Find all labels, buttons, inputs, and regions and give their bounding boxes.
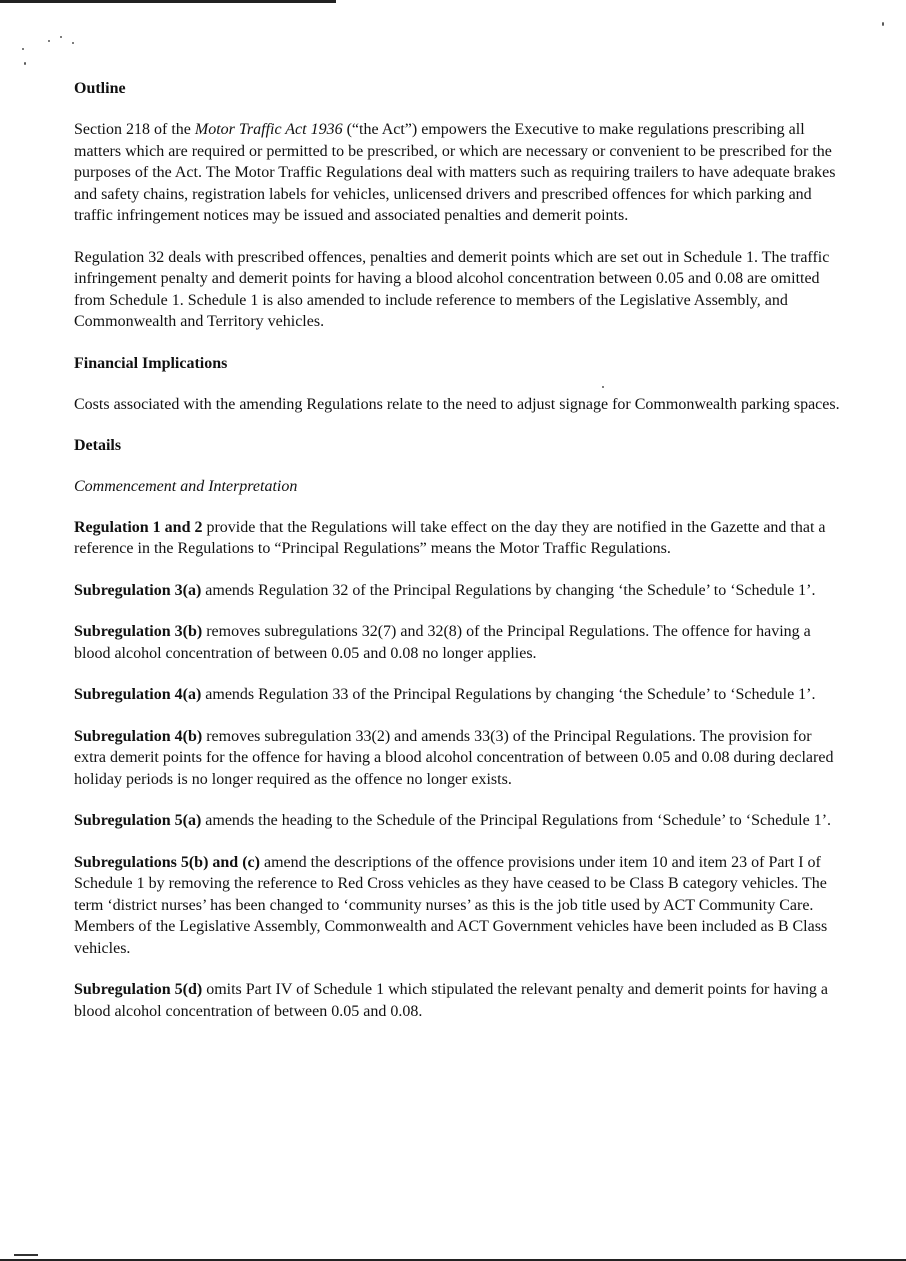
outline-heading: Outline: [74, 80, 126, 97]
detail-item: [74, 517, 846, 560]
outline-paragraph-2: Regulation 32 deals with prescribed offences, penalties and demerit points which are set out in Schedule 1. The traffic infringement penalty and demerit points for having a blood alcohol concentration between 0.05 and 0.08 are omitted from Schedule 1. Schedule 1 is also amended to include reference to members of the Legislative Assembly, and Commonwealth and Territory vehicles.: [74, 248, 830, 330]
detail-item-label: Subregulation 3(a): [74, 581, 202, 599]
act-title: Motor Traffic Act 1936: [194, 121, 343, 138]
document-page: [74, 78, 846, 1042]
scan-speck: [72, 42, 74, 44]
detail-item-text: removes subregulations 32(7) and 32(8) of the Principal Regulations. The offence for having a blood alcohol concentration of between 0.05 and 0.08 no longer applies.: [74, 623, 811, 662]
financial-paragraph: Costs associated with the amending Regulations relate to the need to adjust signage for Commonwealth parking spaces.: [74, 395, 840, 413]
outline-p1-text-a: Section 218 of the: [74, 121, 195, 138]
scan-speck: [24, 62, 26, 65]
detail-item-label: Subregulation 5(d): [74, 981, 203, 998]
detail-item: [74, 979, 846, 1022]
detail-item-text: omits Part IV of Schedule 1 which stipulated the relevant penalty and demerit points for having a blood alcohol concentration of between 0.05 and 0.08.: [74, 981, 828, 1020]
detail-item: [74, 621, 846, 664]
detail-item-text: amends Regulation 32 of the Principal Regulations by changing ‘the Schedule’ to ‘Schedule 1’.: [201, 581, 816, 599]
scan-speck: [882, 22, 884, 26]
details-heading: Details: [74, 437, 122, 454]
detail-item-text: amend the descriptions of the offence provisions under item 10 and item 23 of Part I of Schedule 1 by removing the reference to Red Cross vehicles as they have ceased to be Class B category vehicles. The term ‘district nurses’ has been changed to ‘community nurses’ as this is the job title used by ACT Community Care. Members of the Legislative Assembly, Commonwealth and ACT Government vehicles have been included as B Class vehicles.: [74, 853, 828, 957]
detail-item-text: provide that the Regulations will take effect on the day they are notified in the Gazette and that a reference in the Regulations to “Principal Regulations” means the Motor Traffic Regulations.: [74, 518, 826, 557]
scan-mark: [14, 1254, 38, 1256]
detail-item: [74, 810, 846, 832]
detail-item: [74, 726, 846, 791]
details-subheading: Commencement and Interpretation: [74, 478, 298, 495]
detail-item-label: Subregulation 5(a): [74, 812, 202, 829]
detail-item: [74, 580, 846, 602]
detail-item-label: Subregulation 4(b): [74, 727, 203, 745]
detail-item-label: Subregulations 5(b) and (c): [74, 853, 260, 871]
detail-item-label: Regulation 1 and 2: [74, 518, 203, 536]
detail-item: [74, 684, 846, 706]
detail-item-text: amends Regulation 33 of the Principal Regulations by changing ‘the Schedule’ to ‘Schedule 1’.: [201, 686, 816, 703]
detail-item-label: Subregulation 3(b): [74, 623, 203, 640]
outline-p1-text-b: (“the Act”) empowers the Executive to make regulations prescribing all matters which are required or permitted to be prescribed, or which are necessary or convenient to be prescribed for the purposes of the Act. The Motor Traffic Regulations deal with matters such as requiring trailers to have adequate brakes and safety chains, registration labels for vehicles, unlicensed drivers and prescribed offences for which parking and traffic infringement notices may be issued and associated penalties and demerit points.: [74, 121, 836, 224]
detail-item: [74, 852, 846, 960]
financial-heading: Financial Implications: [74, 354, 228, 372]
scan-speck: [48, 40, 50, 42]
scan-speck: [22, 48, 24, 50]
detail-item-text: removes subregulation 33(2) and amends 33(3) of the Principal Regulations. The provision for extra demerit points for the offence for having a blood alcohol concentration of between 0.05 and 0.08 during declared holiday periods is no longer required as the offence no longer exists.: [74, 727, 834, 788]
detail-item-label: Subregulation 4(a): [74, 686, 202, 703]
scan-edge-top: [0, 0, 336, 3]
scan-speck: [60, 36, 62, 38]
outline-paragraph-1: [74, 119, 846, 227]
detail-item-text: amends the heading to the Schedule of the Principal Regulations from ‘Schedule’ to ‘Schedule 1’.: [201, 812, 832, 829]
